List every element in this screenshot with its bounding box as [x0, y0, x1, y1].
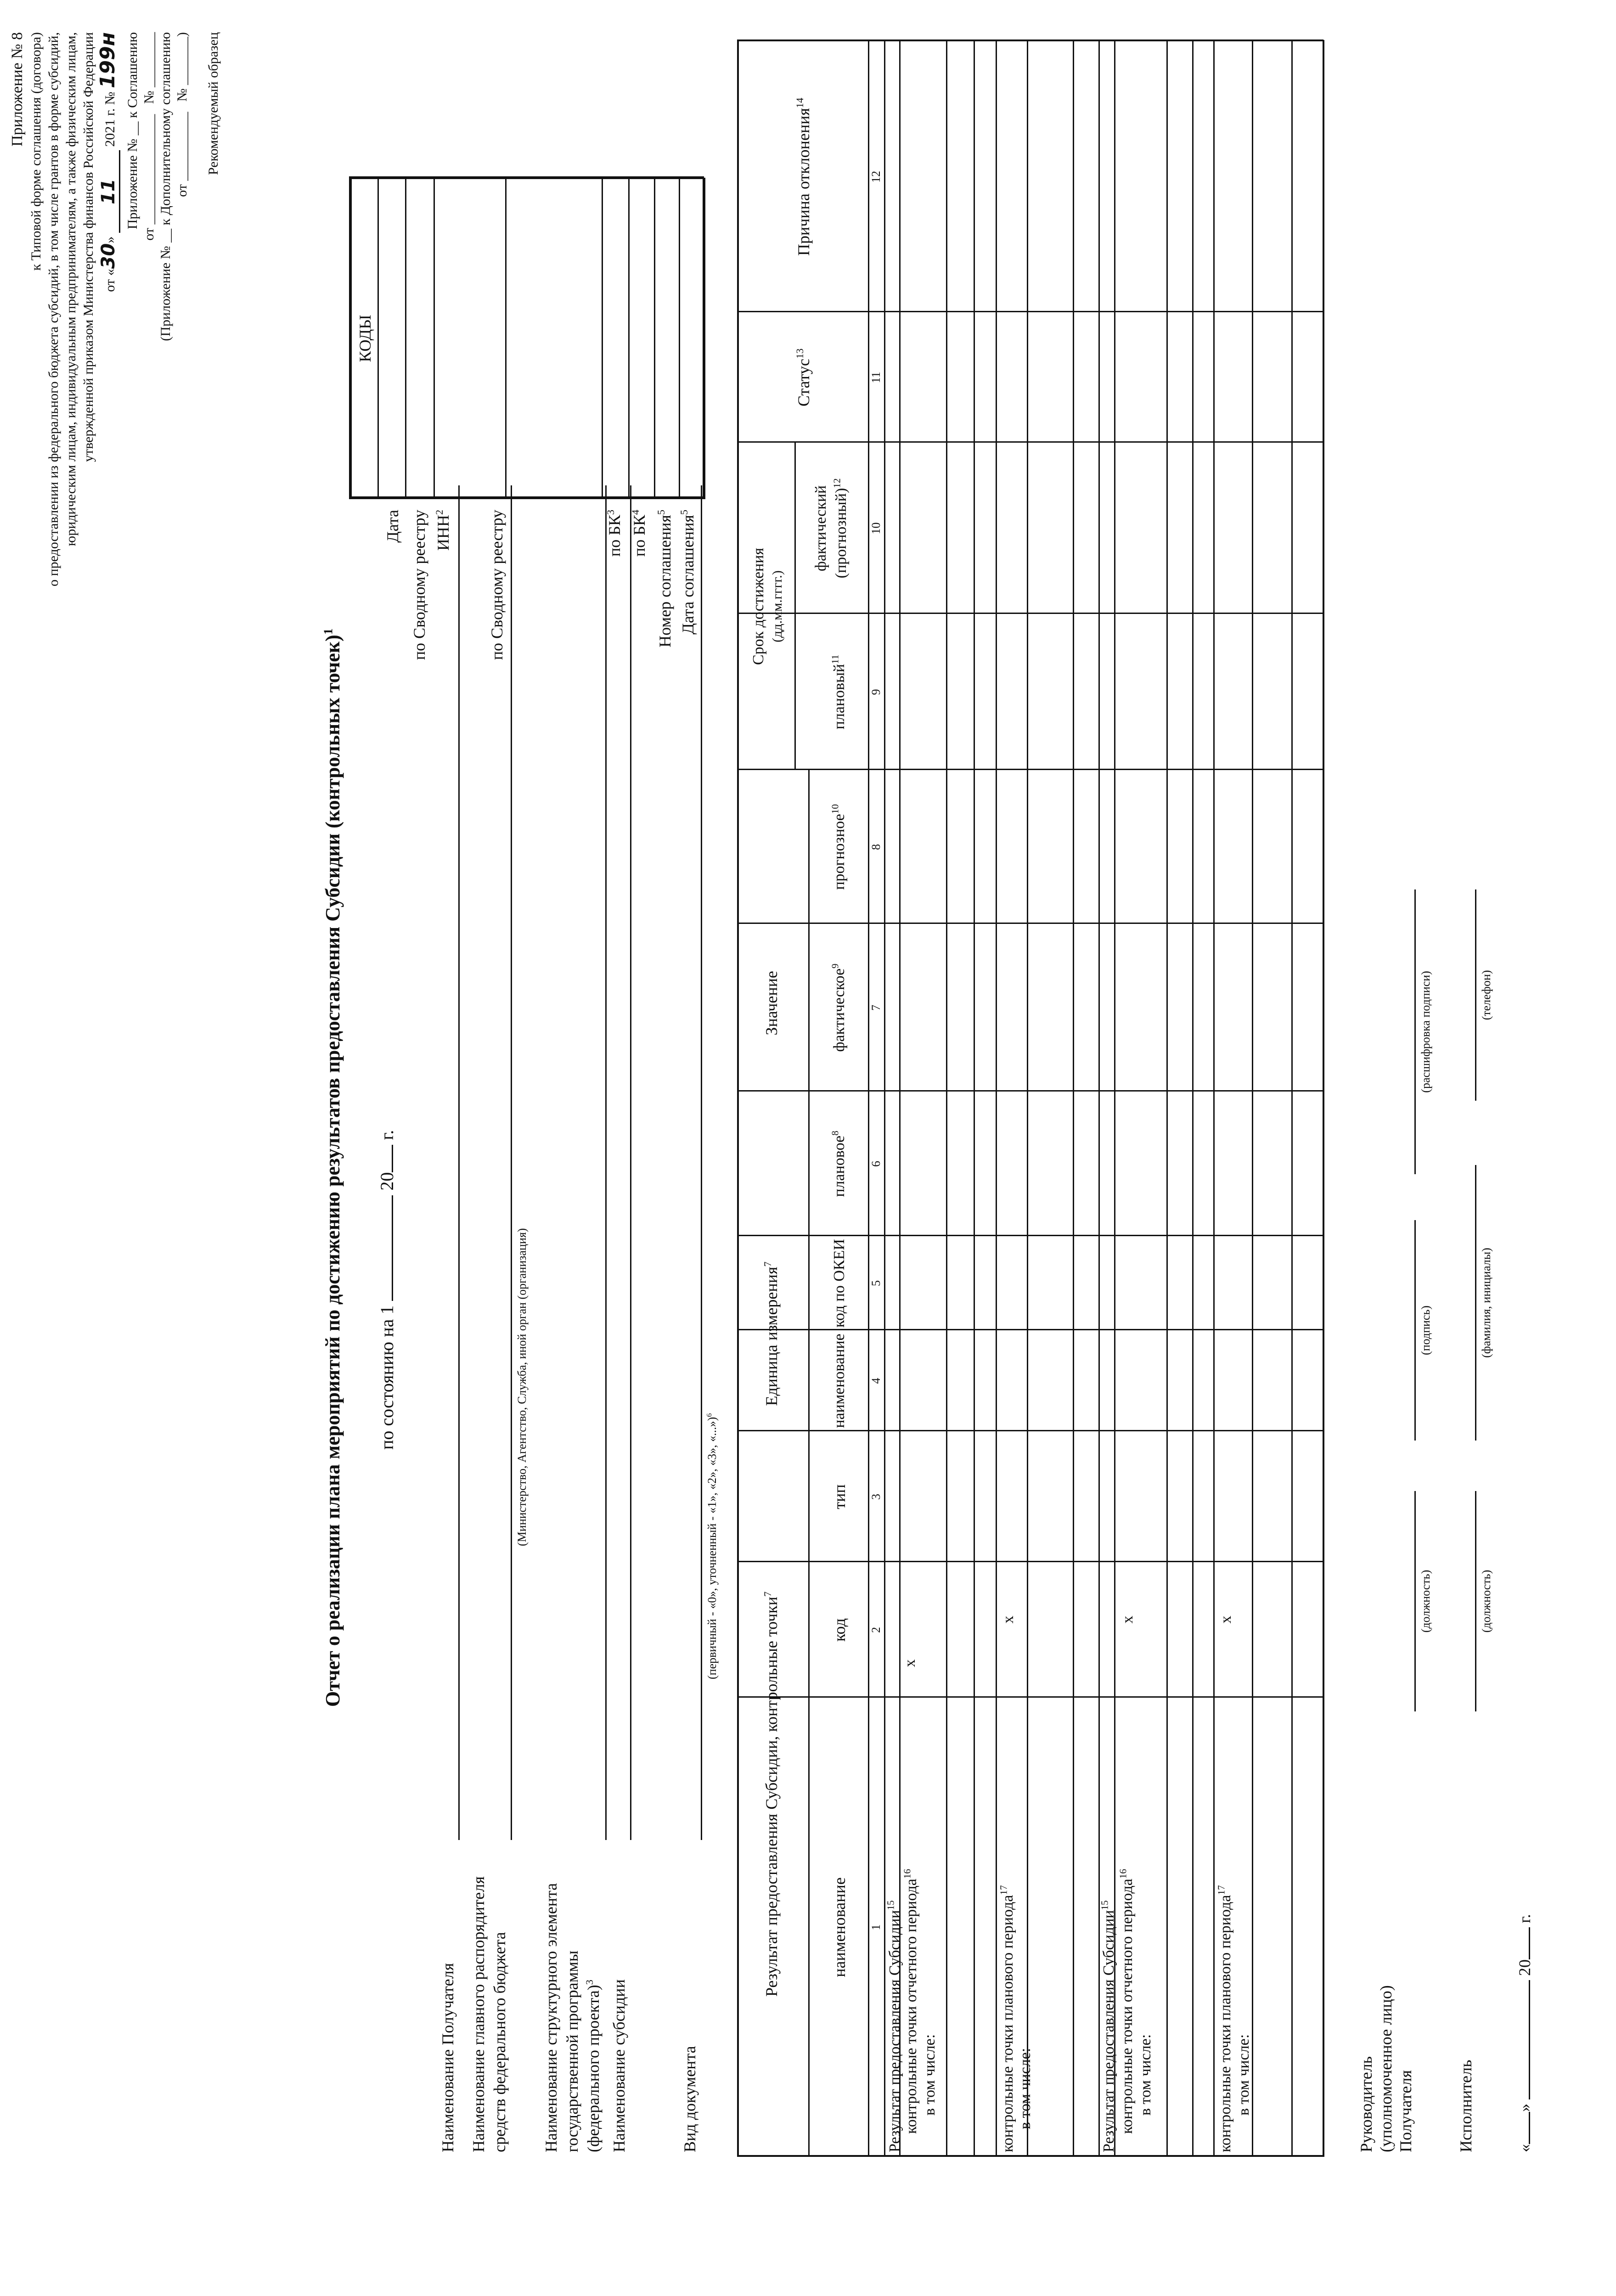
agreement-ref-2-from: от ________________ [141, 114, 157, 241]
row-code-x: x [1119, 1615, 1136, 1624]
row-label: Результат предоставления Субсидии [1100, 1910, 1117, 2152]
col-header-unit [762, 1236, 781, 1431]
field-recipient: Наименование Получателя [439, 1963, 457, 2152]
head-line-3: Получателя [1396, 2070, 1415, 2152]
code-label-agreement-date [679, 510, 698, 635]
col-number-6: 6 [869, 1161, 883, 1167]
as-of-prefix: по состоянию на 1 [377, 1305, 397, 1450]
approval-from: от « [102, 269, 118, 292]
col-header-reason-text: Причина отклонения [794, 108, 813, 256]
title-footnote: 1 [321, 628, 335, 635]
field-doc-hint [705, 1413, 719, 1679]
col-header-reason-fn: 14 [794, 97, 805, 108]
as-of-year: 20 [377, 1172, 397, 1191]
appendix-number: Приложение № 8 [9, 32, 26, 146]
approval-quote: » [102, 236, 118, 243]
col-number-4: 4 [869, 1378, 883, 1384]
col-header-code: код [830, 1618, 849, 1642]
row-label: контрольные точки планового периода [999, 1895, 1016, 2152]
appendix-line-2: о предоставлении из федерального бюджета субсидий, в том числе грантов в форме субсидий, [46, 32, 61, 586]
table-row-including-2: в том числе: [1017, 2048, 1034, 2129]
row-code-x: x [1217, 1615, 1234, 1624]
date-suffix: г. [1515, 1914, 1534, 1923]
report-title-text: Отчет о реализации плана мероприятий по достижению результатов предоставления Субсидии (контрольных точек) [321, 635, 344, 1707]
col-header-type: тип [830, 1484, 849, 1509]
col-header-result-text: Результат предоставления Субсидии, контрольные точки [762, 1597, 781, 1997]
row-label: контрольные точки отчетного периода [1119, 1879, 1136, 2134]
code-label-inn-text: ИНН [434, 515, 452, 551]
row-footnote: 17 [1216, 1885, 1227, 1895]
code-label-agreement-no-text: Номер соглашения [656, 515, 674, 647]
sign-decoding-hint: (расшифровка подписи) [1419, 971, 1432, 1093]
col-header-status [794, 312, 813, 443]
col-header-forecast [830, 770, 848, 924]
as-of-suffix: г. [377, 1130, 397, 1140]
code-label-bk-1 [605, 510, 624, 557]
approval-year: 2021 г. № [102, 91, 118, 147]
date-year: 20 [1515, 1959, 1534, 1976]
col-header-actual [830, 924, 848, 1092]
agreement-ref-4-no: № _______) [175, 32, 190, 102]
col-header-forecast-fn: 10 [829, 804, 841, 814]
table-row-result-2 [1100, 1900, 1117, 2152]
code-label-bk-2 [630, 510, 649, 557]
col-header-unit-text: Единица измерения [762, 1266, 781, 1406]
field-gr-line-1: Наименование главного распорядителя [469, 1876, 488, 2152]
appendix-line-4: утвержденной приказом Министерства финансов Российской Федерации [81, 32, 96, 462]
col-number-10: 10 [869, 522, 883, 535]
col-number-1: 1 [869, 1924, 883, 1930]
row-code-x: x [1000, 1615, 1017, 1624]
agreement-ref-2-no: № ________ [141, 32, 157, 104]
signature-date [1515, 1914, 1534, 2152]
handwritten-order-number: 199н [96, 32, 119, 89]
row-label: Результат предоставления Субсидии [886, 1910, 903, 2152]
field-gr-line-2: средств федерального бюджета [490, 1932, 509, 2152]
code-label-agreement-no-fn: 5 [655, 510, 667, 515]
head-line-2: (уполномоченное лицо) [1377, 1985, 1395, 2152]
col-header-planned-fn: 8 [829, 1131, 841, 1136]
col-number-8: 8 [869, 844, 883, 850]
row-footnote: 15 [885, 1900, 896, 1910]
col-header-result [762, 1431, 781, 2157]
field-struct-line-2: государственной программы [563, 1950, 581, 2152]
field-struct-fn: 3 [584, 1980, 595, 1985]
date-open-quote: « [1515, 2144, 1534, 2152]
col-header-deadline-planned-fn: 11 [829, 654, 841, 664]
col-header-planned-text: плановое [831, 1135, 848, 1197]
field-struct-line-3-text: (федерального проекта) [584, 1985, 602, 2152]
executor-fio-hint: (фамилия, инициалы) [1480, 1248, 1493, 1358]
as-of-line [377, 1130, 398, 1450]
col-header-result-fn: 7 [762, 1591, 773, 1597]
col-header-deadline-format: (дд.мм.гггг.) [770, 570, 785, 642]
row-footnote: 16 [901, 1869, 913, 1879]
col-number-11: 11 [869, 371, 883, 383]
code-label-agreement-date-fn: 5 [678, 510, 690, 515]
col-header-deadline-planned [830, 614, 848, 770]
col-header-forecast-text: прогнозное [831, 814, 848, 890]
table-row-including-3: в том числе: [1137, 2034, 1154, 2116]
table-row-reporting-1 [903, 1869, 920, 2134]
table-row-result-1 [886, 1900, 903, 2152]
code-label-inn-fn: 2 [434, 510, 445, 515]
col-header-status-fn: 13 [794, 348, 805, 359]
col-header-unit-okei: код по ОКЕИ [831, 1239, 848, 1328]
row-footnote: 15 [1099, 1900, 1110, 1910]
code-label-date: Дата [383, 510, 402, 543]
field-gr-hint: (Министерство, Агентство, Служба, иной орган (организация) [515, 1228, 529, 1546]
date-close-quote: » [1515, 2104, 1534, 2112]
col-number-3: 3 [869, 1494, 883, 1500]
col-header-unit-name: наименование [831, 1334, 848, 1428]
col-header-actual-text: фактическое [831, 968, 848, 1052]
handwritten-day: 30 [98, 243, 119, 269]
field-doc-hint-fn: 6 [705, 1413, 714, 1417]
code-label-registry: по Сводному реестру [410, 510, 428, 660]
row-label: контрольные точки планового периода [1217, 1895, 1234, 2152]
field-struct-line-3 [584, 1980, 603, 2152]
code-label-bk-2-fn: 4 [630, 510, 641, 515]
table-row-including-4: в том числе: [1235, 2034, 1252, 2116]
agreement-ref-3: (Приложение № __ к Дополнительному соглашению [158, 32, 173, 341]
table-row-reporting-2 [1119, 1869, 1136, 2134]
report-title [321, 629, 345, 1707]
table-row-planning-2 [1217, 1885, 1234, 2152]
col-header-planned [830, 1092, 848, 1236]
handwritten-month: 11 [98, 179, 119, 205]
code-label-bk-1-text: по БК [605, 515, 624, 557]
col-number-2: 2 [869, 1627, 883, 1633]
agreement-ref-2 [141, 32, 158, 241]
col-header-deadline-actual-1: фактический [812, 485, 829, 572]
head-line-1: Руководитель [1357, 2056, 1375, 2152]
col-number-5: 5 [869, 1280, 883, 1286]
row-code-x: x [901, 1659, 918, 1667]
row-footnote: 16 [1117, 1869, 1129, 1879]
code-label-registry-2: по Сводному реестру [488, 510, 506, 660]
appendix-approval [96, 32, 120, 292]
col-header-deadline-actual-2-text: (прогнозный) [833, 488, 850, 579]
executor-label: Исполнитель [1457, 2060, 1475, 2152]
agreement-ref-4 [175, 32, 191, 197]
executor-position-hint: (должность) [1480, 1570, 1493, 1633]
sign-signature-hint: (подпись) [1419, 1306, 1432, 1355]
field-doc-type: Вид документа [681, 2046, 699, 2152]
agreement-ref-1: Приложение № __ к Соглашению [125, 32, 140, 230]
col-header-deadline-planned-text: плановый [831, 664, 848, 730]
table-row-planning-1 [999, 1885, 1016, 2152]
code-label-bk-2-text: по БК [630, 515, 648, 557]
row-label: контрольные точки отчетного периода [903, 1879, 920, 2134]
code-label-bk-1-fn: 3 [605, 510, 616, 515]
col-header-value: Значение [762, 971, 781, 1035]
col-header-deadline-actual-2 [832, 443, 850, 614]
col-header-deadline: Срок достижения [750, 547, 767, 665]
col-header-unit-fn: 7 [762, 1261, 773, 1267]
col-number-9: 9 [869, 689, 883, 695]
field-subsidy: Наименование субсидии [610, 1979, 628, 2152]
col-header-status-text: Статус [794, 359, 813, 407]
agreement-ref-4-from: от __________ [175, 112, 190, 197]
col-header-reason [794, 41, 813, 312]
col-header-deadline-actual-fn: 12 [831, 478, 843, 488]
table-row-including-1: в том числе: [921, 2034, 938, 2116]
appendix-line-3: юридическим лицам, индивидуальным предпринимателям, а также физическим лицам, [63, 32, 79, 546]
recommended-sample: Рекомендуемый образец [206, 32, 221, 175]
codes-header: КОДЫ [356, 315, 374, 362]
field-struct-line-1: Наименование структурного элемента [542, 1883, 560, 2152]
code-label-inn [434, 510, 453, 551]
field-doc-hint-text: (первичный - «0», уточненный - «1», «2», «3», «...») [705, 1417, 719, 1679]
appendix-line-1: к Типовой форме соглашения (договора) [28, 32, 44, 271]
code-label-agreement-no [656, 510, 675, 647]
col-header-actual-fn: 9 [829, 963, 841, 968]
row-footnote: 17 [998, 1885, 1009, 1895]
col-number-12: 12 [869, 171, 883, 183]
sign-position-hint: (должность) [1419, 1570, 1432, 1633]
code-label-agreement-date-text: Дата соглашения [679, 515, 697, 635]
col-header-name: наименование [830, 1877, 849, 1977]
col-number-7: 7 [869, 1005, 883, 1011]
executor-phone-hint: (телефон) [1480, 970, 1493, 1020]
